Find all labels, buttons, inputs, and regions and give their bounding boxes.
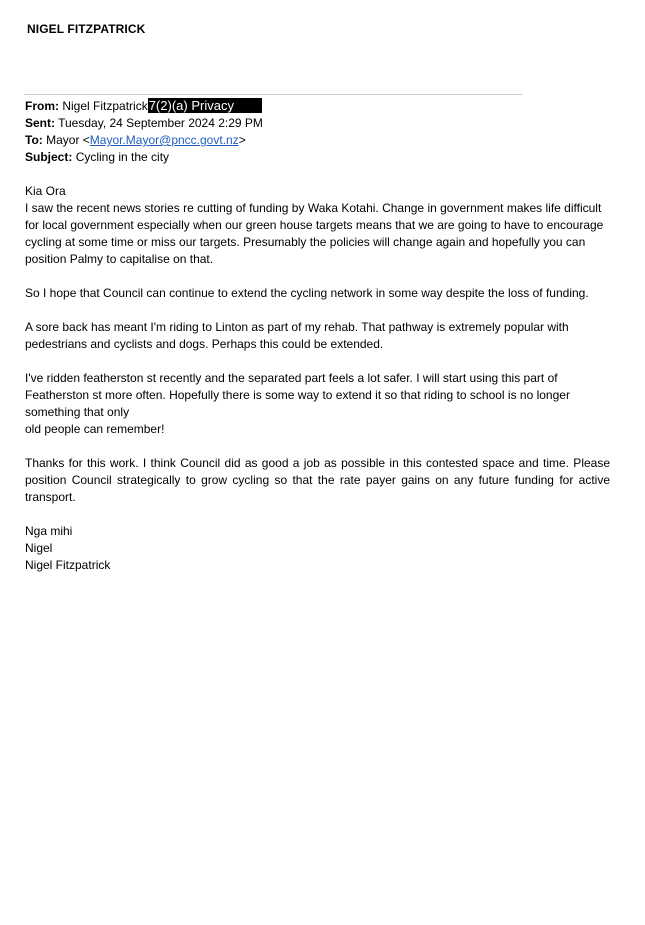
from-label: From: [25,99,59,113]
subject-line [25,149,610,166]
paragraph-line: cycling at some time or miss our targets. Presumably the policies will change again and hopefully you can [25,235,586,249]
sent-label: Sent: [25,116,55,130]
to-close: > [238,133,246,147]
paragraph-line: something that only [25,405,130,419]
sign-off-line: Nigel Fitzpatrick [25,558,111,572]
paragraph-line: position Palmy to capitalise on that. [25,252,214,266]
to-line [25,132,610,149]
page-header-name: NIGEL FITZPATRICK [27,22,146,36]
privacy-redaction: 7(2)(a) Privacy [148,98,262,113]
sign-off-line: Nga mihi [25,524,73,538]
sent-value: Tuesday, 24 September 2024 2:29 PM [58,116,263,130]
paragraph-line: old people can remember! [25,422,165,436]
to-name: Mayor < [46,133,90,147]
from-value: Nigel Fitzpatrick [62,99,148,113]
email-message [25,98,610,574]
paragraph-line: I've ridden featherston st recently and the separated part feels a lot safer. I will start using this part of [25,371,558,385]
paragraph-line: pedestrians and cyclists and dogs. Perhaps this could be extended. [25,337,384,351]
paragraph-line: for local government especially when our green house targets means that we are going to have to encourage [25,218,604,232]
from-line [25,98,610,115]
subject-label: Subject: [25,150,73,164]
to-email-link[interactable]: Mayor.Mayor@pncc.govt.nz [89,133,239,147]
paragraph-linton [25,319,610,353]
paragraph-network: So I hope that Council can continue to extend the cycling network in some way despite the loss of funding. [25,286,589,300]
to-label: To: [25,133,43,147]
sent-line [25,115,610,132]
paragraph-thanks: Thanks for this work. I think Council did as good a job as possible in this contested space and time. Please position Council strategically to grow cycling so that the rate payer gains on any future funding for active transport. [25,456,610,504]
paragraph-featherston [25,370,610,438]
sign-off [25,523,610,574]
paragraph-line: Featherston st more often. Hopefully there is some way to extend it so that riding to school is no longer [25,388,570,402]
greeting: Kia Ora [25,184,66,198]
subject-value: Cycling in the city [75,150,170,164]
sign-off-line: Nigel [25,541,53,555]
paragraph-line: A sore back has meant I'm riding to Linton as part of my rehab. That pathway is extremely popular with [25,320,569,334]
paragraph-line: I saw the recent news stories re cutting of funding by Waka Kotahi. Change in government makes life difficult [25,201,602,215]
paragraph-funding [25,200,610,268]
email-body [25,183,610,574]
header-divider [24,94,522,95]
